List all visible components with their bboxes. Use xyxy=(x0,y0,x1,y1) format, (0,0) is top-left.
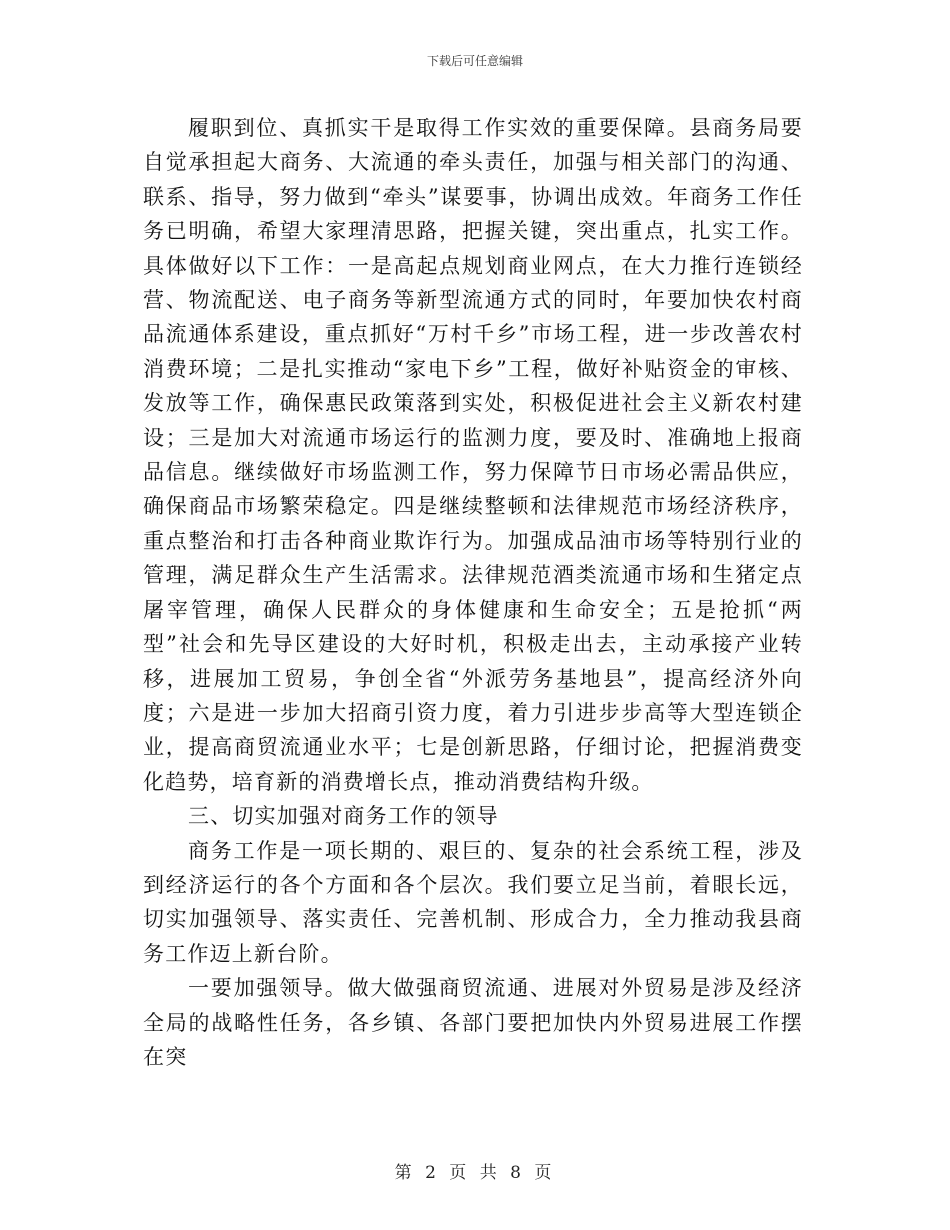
section-heading-3: 三、切实加强对商务工作的领导 xyxy=(188,804,499,829)
document-body xyxy=(143,111,803,1074)
page-header: 下载后可任意编辑 xyxy=(426,54,523,68)
paragraph-performance: 履职到位、真抓实干是取得工作实效的重要保障。县商务局要自觉承担起大商务、大流通的牵头责任，加强与相关部门的沟通、联系、指导，努力做到“牵头”谋要事，协调出成效。年商务工作任务已明确，希望大家理清思路，把握关键，突出重点，扎实工作。具体做好以下工作：一是高起点规划商业网点，在大力推行连锁经营、物流配送、电子商务等新型流通方式的同时，年要加快农村商品流通体系建设，重点抓好“万村千乡”市场工程，进一步改善农村消费环境；二是扎实推动“家电下乡”工程，做好补贴资金的审核、发放等工作，确保惠民政策落到实处，积极促进社会主义新农村建设；三是加大对流通市场运行的监测力度，要及时、准确地上报商品信息。继续做好市场监测工作，努力保障节日市场必需品供应，确保商品市场繁荣稳定。四是继续整顿和法律规范市场经济秩序，重点整治和打击各种商业欺诈行为。加强成品油市场等特别行业的管理，满足群众生产生活需求。法律规范酒类流通市场和生猪定点屠宰管理，确保人民群众的身体健康和生命安全；五是抢抓“两型”社会和先导区建设的大好时机，积极走出去，主动承接产业转移，进展加工贸易，争创全省“外派劳务基地县”，提高经济外向度；六是进一步加大招商引资力度，着力引进步步高等大型连锁企业，提高商贸流通业水平；七是创新思路，仔细讨论，把握消费变化趋势，培育新的消费增长点，推动消费结构升级。 xyxy=(143,116,803,794)
page-number: 第 2 页 共 8 页 xyxy=(394,1163,556,1183)
paragraph-commerce-work: 商务工作是一项长期的、艰巨的、复杂的社会系统工程，涉及到经济运行的各个方面和各个层次。我们要立足当前，着眼长远，切实加强领导、落实责任、完善机制、形成合力，全力推动我县商务工作迈上新台阶。 xyxy=(143,838,803,966)
paragraph-leadership: 一要加强领导。做大做强商贸流通、进展对外贸易是涉及经济全局的战略性任务，各乡镇、各部门要把加快内外贸易进展工作摆在突 xyxy=(143,976,803,1069)
